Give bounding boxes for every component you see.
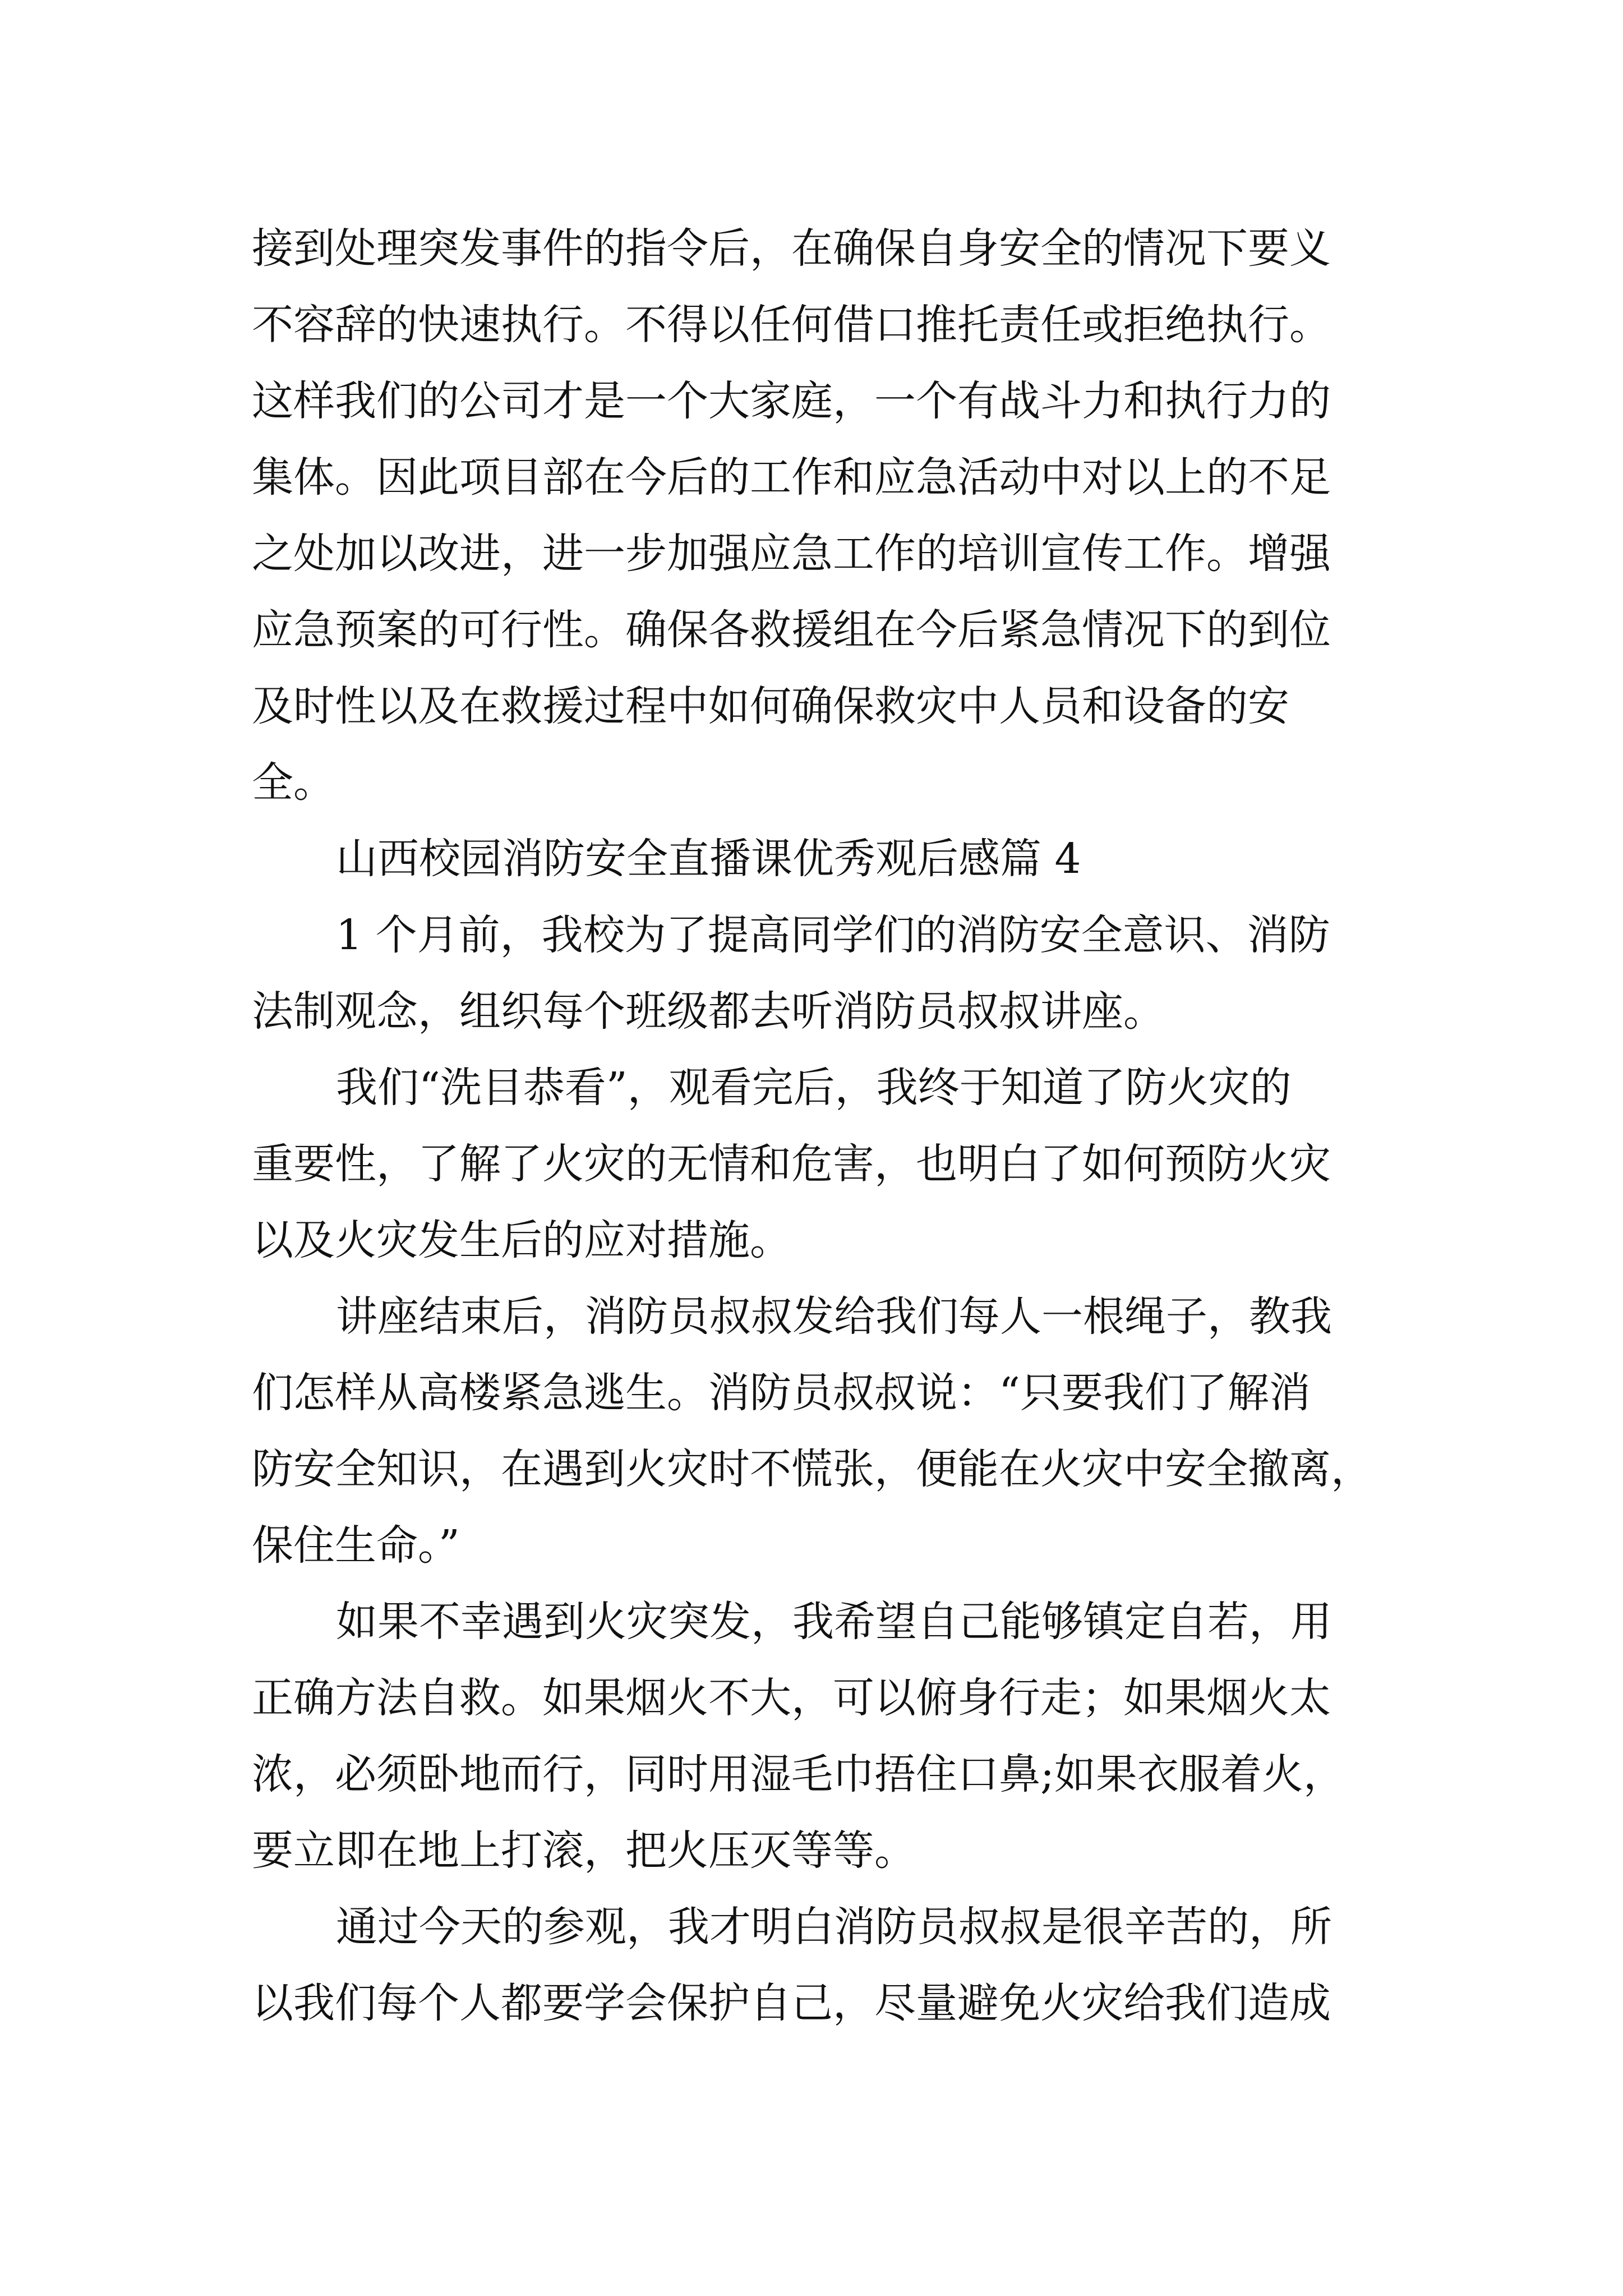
- text-line: 之处加以改进，进一步加强应急工作的培训宣传工作。增强: [252, 530, 1331, 578]
- text-line: 应急预案的可行性。确保各救援组在今后紧急情况下的到位: [252, 606, 1331, 654]
- text-line: 通过今天的参观，我才明白消防员叔叔是很辛苦的，所: [336, 1903, 1332, 1951]
- text-line: 集体。因此项目部在今后的工作和应急活动中对以上的不足: [252, 453, 1331, 501]
- text-line: 这样我们的公司才是一个大家庭，一个有战斗力和执行力的: [252, 377, 1331, 425]
- text-line: 防安全知识，在遇到火灾时不慌张，便能在火灾中安全撤离，: [252, 1445, 1372, 1493]
- text-line: 保住生命。”: [252, 1521, 460, 1570]
- text-line: 以及火灾发生后的应对措施。: [252, 1216, 791, 1264]
- text-line: 讲座结束后，消防员叔叔发给我们每人一根绳子，教我: [336, 1292, 1332, 1341]
- text-line: 不容辞的快速执行。不得以任何借口推托责任或拒绝执行。: [252, 301, 1331, 349]
- section-heading: 山西校园消防安全直播课优秀观后感篇 4: [336, 835, 1081, 883]
- text-line: 正确方法自救。如果烟火不大，可以俯身行走；如果烟火太: [252, 1674, 1331, 1722]
- text-line: 我们“洗目恭看”，观看完后，我终于知道了防火灾的: [336, 1064, 1292, 1112]
- document-body: [252, 210, 1379, 2041]
- text-line: 接到处理突发事件的指令后，在确保自身安全的情况下要义: [252, 224, 1331, 273]
- text-line: 如果不幸遇到火灾突发，我希望自己能够镇定自若，用: [336, 1598, 1332, 1646]
- text-line: 要立即在地上打滚，把火压灭等等。: [252, 1826, 916, 1875]
- text-line: 浓，必须卧地而行，同时用湿毛巾捂住口鼻;如果衣服着火，: [252, 1750, 1345, 1798]
- text-line: 及时性以及在救援过程中如何确保救灾中人员和设备的安: [252, 682, 1289, 730]
- text-line: 1 个月前，我校为了提高同学们的消防安全意识、消防: [336, 911, 1330, 959]
- text-line: 全。: [252, 758, 335, 807]
- text-line: 以我们每个人都要学会保护自己，尽量避免火灾给我们造成: [252, 1979, 1331, 2027]
- text-line: 法制观念，组织每个班级都去听消防员叔叔讲座。: [252, 987, 1165, 1036]
- text-line: 重要性，了解了火灾的无情和危害，也明白了如何预防火灾: [252, 1140, 1331, 1188]
- text-line: 们怎样从高楼紧急逃生。消防员叔叔说：“只要我们了解消: [252, 1369, 1311, 1417]
